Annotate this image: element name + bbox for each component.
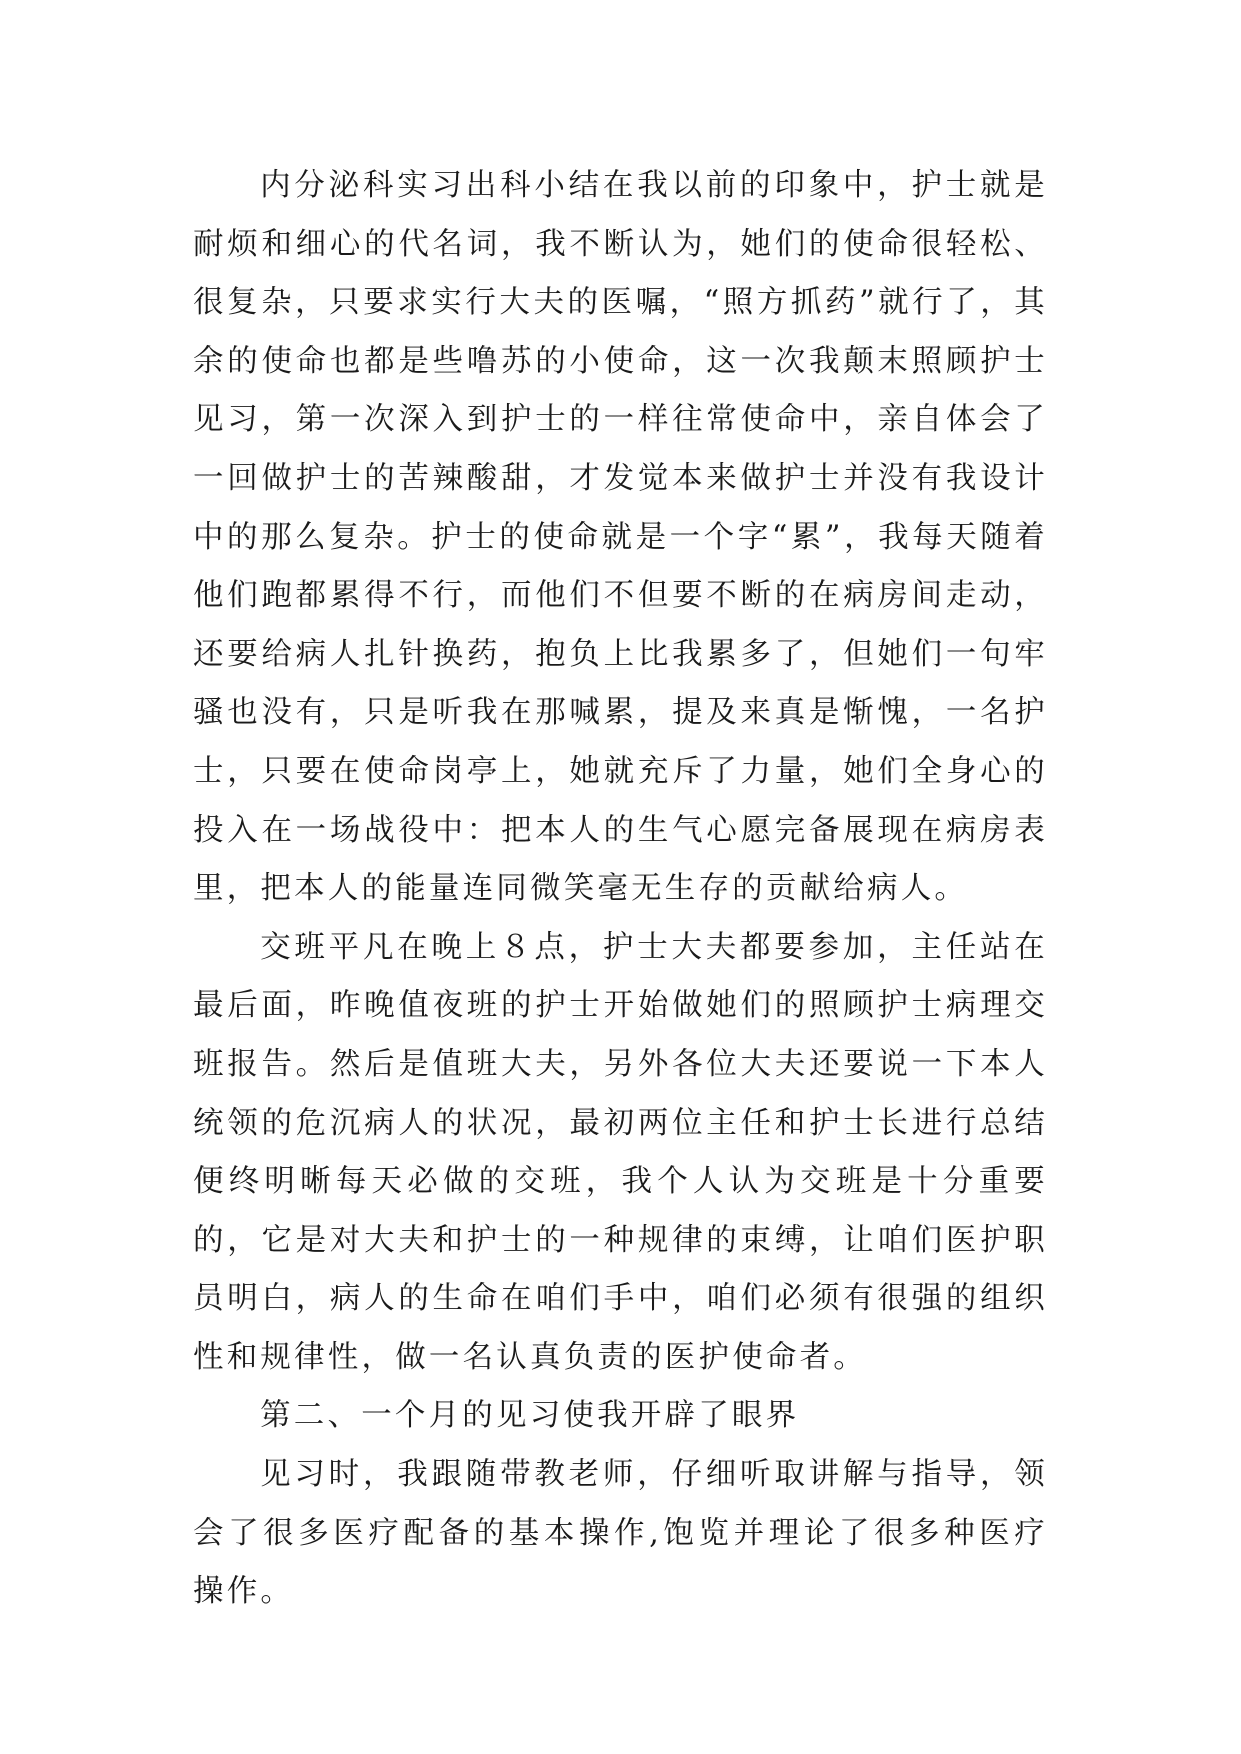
document-body [193,157,1048,1622]
paragraph-internship-summary: 内分泌科实习出科小结在我以前的印象中，护士就是耐烦和细心的代名词，我不断认为，她们的使命很轻松、很复杂，只要求实行大夫的医嘱，“照方抓药”就行了，其余的使命也都是些噜苏的小使命，这一次我颠末照顾护士见习，第一次深入到护士的一样往常使命中，亲自体会了一回做护士的苦辣酸甜，才发觉本来做护士并没有我设计中的那么复杂。护士的使命就是一个字“累”，我每天随着他们跑都累得不行，而他们不但要不断的在病房间走动，还要给病人扎针换药，抱负上比我累多了，但她们一句牢骚也没有，只是听我在那喊累，提及来真是惭愧，一名护士，只要在使命岗亭上，她就充斥了力量，她们全身心的投入在一场战役中：把本人的生气心愿完备展现在病房表里，把本人的能量连同微笑毫无生存的贡献给病人。 [193,168,1048,907]
paragraph-shift-handover: 交班平凡在晚上８点，护士大夫都要参加，主任站在最后面，昨晚值夜班的护士开始做她们的照顾护士病理交班报告。然后是值班大夫，另外各位大夫还要说一下本人统领的危沉病人的状况，最初两位主任和护士长进行总结便终明晰每天必做的交班，我个人认为交班是十分重要的，它是对大夫和护士的一种规律的束缚，让咱们医护职员明白，病人的生命在咱们手中，咱们必须有很强的组织性和规律性，做一名认真负责的医护使命者。 [193,929,1048,1375]
paragraph-observation: 见习时，我跟随带教老师，仔细听取讲解与指导，领会了很多医疗配备的基本操作,饱览并理论了很多种医疗操作。 [193,1457,1048,1610]
section-heading-second: 第二、一个月的见习使我开辟了眼界 [260,1398,800,1434]
